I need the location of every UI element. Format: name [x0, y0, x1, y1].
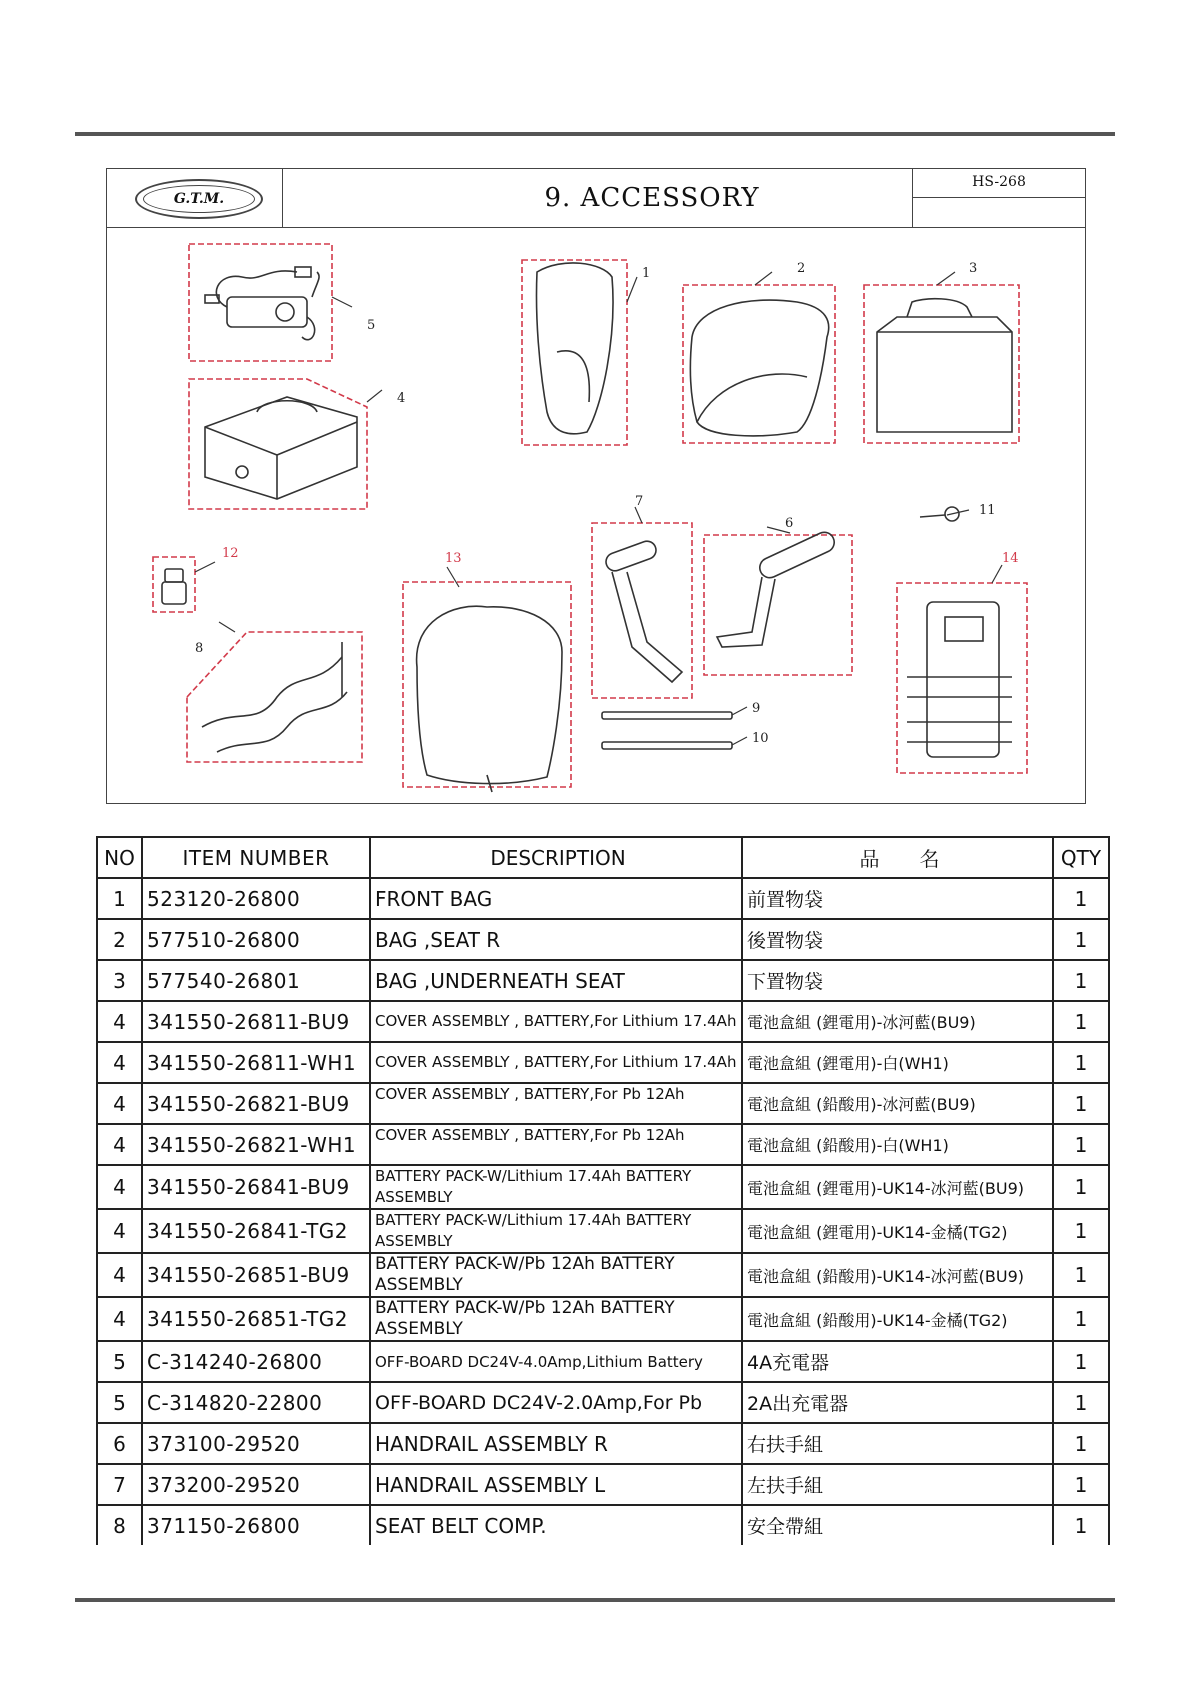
cell-qty: 1	[1053, 1382, 1109, 1423]
logo-text: G.T.M.	[143, 185, 255, 213]
table-row	[97, 1253, 1109, 1297]
front-bag	[536, 263, 612, 434]
parts-table	[96, 836, 1110, 1545]
cell-no: 5	[97, 1382, 142, 1423]
handrail-l-arm	[612, 572, 682, 682]
cell-item: 341550-26841-BU9	[142, 1165, 370, 1209]
battery-cover-body	[205, 397, 357, 499]
model-cell	[912, 169, 1085, 227]
rod-9	[602, 712, 732, 719]
cell-qty: 1	[1053, 1464, 1109, 1505]
cell-desc: BATTERY PACK-W/Lithium 17.4Ah BATTERY ASSEMBLY	[370, 1209, 742, 1253]
cell-qty: 1	[1053, 1083, 1109, 1124]
table-row	[97, 1001, 1109, 1042]
charger-body	[227, 297, 307, 327]
cell-no: 4	[97, 1042, 142, 1083]
cell-desc: BAG ,UNDERNEATH SEAT	[370, 960, 742, 1001]
cell-desc: FRONT BAG	[370, 878, 742, 919]
handrail-r-pad	[757, 529, 838, 581]
handrail-r-arm	[717, 577, 775, 647]
table-row	[97, 1423, 1109, 1464]
cell-desc: HANDRAIL ASSEMBLY R	[370, 1423, 742, 1464]
callout-8: 8	[195, 641, 204, 656]
cell-cn: 電池盒組 (鉛酸用)-白(WH1)	[742, 1124, 1053, 1165]
cell-cn: 後置物袋	[742, 919, 1053, 960]
cell-desc: COVER ASSEMBLY , BATTERY,For Pb 12Ah	[370, 1083, 742, 1124]
box-underseat-bag	[864, 285, 1019, 443]
cell-qty: 1	[1053, 919, 1109, 960]
cell-cn: 前置物袋	[742, 878, 1053, 919]
callout-4: 4	[397, 391, 406, 406]
part-12-cap	[162, 582, 186, 604]
box-handrail-l	[592, 523, 692, 698]
box-seat-belt	[187, 632, 362, 762]
cell-item: 341550-26851-BU9	[142, 1253, 370, 1297]
cell-desc: BATTERY PACK-W/Pb 12Ah BATTERY ASSEMBLY	[370, 1297, 742, 1341]
handrail-l-pad	[603, 539, 658, 574]
cell-qty: 1	[1053, 1341, 1109, 1382]
cell-qty: 1	[1053, 1001, 1109, 1042]
cell-item: 341550-26811-WH1	[142, 1042, 370, 1083]
table-row	[97, 960, 1109, 1001]
table-header-row	[97, 837, 1109, 878]
box-seat-bag	[683, 285, 835, 443]
box-cover-13	[403, 582, 571, 787]
table-row	[97, 1083, 1109, 1124]
cell-item: C-314240-26800	[142, 1341, 370, 1382]
cell-cn: 電池盒組 (鋰電用)-UK14-冰河藍(BU9)	[742, 1165, 1053, 1209]
cell-desc: OFF-BOARD DC24V-2.0Amp,For Pb	[370, 1382, 742, 1423]
cell-desc: COVER ASSEMBLY , BATTERY,For Lithium 17.4Ah	[370, 1001, 742, 1042]
cell-no: 4	[97, 1083, 142, 1124]
callout-6: 6	[785, 516, 794, 531]
cell-item: 341550-26851-TG2	[142, 1297, 370, 1341]
callout-2: 2	[797, 261, 806, 276]
cell-qty: 1	[1053, 1209, 1109, 1253]
cell-item: 373200-29520	[142, 1464, 370, 1505]
charger-cable	[216, 271, 297, 307]
rod-10	[602, 742, 732, 749]
cell-desc: SEAT BELT COMP.	[370, 1505, 742, 1545]
charger-fan	[276, 303, 294, 321]
table-row	[97, 1341, 1109, 1382]
underseat-bag	[877, 317, 1012, 432]
bottom-rule	[75, 1598, 1115, 1602]
table-row	[97, 1464, 1109, 1505]
table-row	[97, 919, 1109, 960]
cell-desc: HANDRAIL ASSEMBLY L	[370, 1464, 742, 1505]
cell-item: 341550-26821-WH1	[142, 1124, 370, 1165]
top-rule	[75, 132, 1115, 136]
cell-no: 8	[97, 1505, 142, 1545]
table-row	[97, 1505, 1109, 1545]
cell-cn: 電池盒組 (鋰電用)-冰河藍(BU9)	[742, 1001, 1053, 1042]
gtm-logo	[135, 179, 263, 219]
cell-desc: BAG ,SEAT R	[370, 919, 742, 960]
table-row	[97, 1297, 1109, 1341]
cell-desc: BATTERY PACK-W/Lithium 17.4Ah BATTERY ASSEMBLY	[370, 1165, 742, 1209]
header-description: DESCRIPTION	[370, 837, 742, 878]
header-chinese-name: 品 名	[742, 837, 1053, 878]
diagram-title: 9. ACCESSORY	[544, 183, 760, 213]
cell-qty: 1	[1053, 878, 1109, 919]
cell-item: 577510-26800	[142, 919, 370, 960]
cell-desc: COVER ASSEMBLY , BATTERY,For Pb 12Ah	[370, 1124, 742, 1165]
cell-item: 341550-26841-TG2	[142, 1209, 370, 1253]
cell-no: 2	[97, 919, 142, 960]
cell-no: 1	[97, 878, 142, 919]
table-row	[97, 1042, 1109, 1083]
header-item-number: ITEM NUMBER	[142, 837, 370, 878]
cell-cn: 4A充電器	[742, 1341, 1053, 1382]
parts-drawing	[107, 227, 1084, 802]
table-row	[97, 878, 1109, 919]
cell-qty: 1	[1053, 1297, 1109, 1341]
battery-pack-straps	[907, 677, 1012, 742]
cell-desc: COVER ASSEMBLY , BATTERY,For Lithium 17.4Ah	[370, 1042, 742, 1083]
cell-no: 4	[97, 1209, 142, 1253]
cell-no: 7	[97, 1464, 142, 1505]
callout-5: 5	[367, 318, 376, 333]
cell-item: 371150-26800	[142, 1505, 370, 1545]
table-row	[97, 1209, 1109, 1253]
cell-qty: 1	[1053, 1423, 1109, 1464]
callout-3: 3	[969, 261, 978, 276]
key-shaft	[920, 515, 945, 517]
cell-item: 373100-29520	[142, 1423, 370, 1464]
cell-desc: BATTERY PACK-W/Pb 12Ah BATTERY ASSEMBLY	[370, 1253, 742, 1297]
table-row	[97, 1124, 1109, 1165]
cell-no: 4	[97, 1297, 142, 1341]
cell-cn: 下置物袋	[742, 960, 1053, 1001]
accessory-diagram	[106, 168, 1086, 804]
callout-11: 11	[979, 503, 996, 518]
cell-desc: OFF-BOARD DC24V-4.0Amp,Lithium Battery	[370, 1341, 742, 1382]
seat-belt-strap-2	[217, 692, 347, 752]
cell-item: 577540-26801	[142, 960, 370, 1001]
battery-pack	[927, 602, 999, 757]
cell-cn: 安全帶組	[742, 1505, 1053, 1545]
cell-cn: 左扶手組	[742, 1464, 1053, 1505]
cell-cn: 電池盒組 (鉛酸用)-冰河藍(BU9)	[742, 1083, 1053, 1124]
model-code: HS-268	[972, 174, 1026, 190]
cell-qty: 1	[1053, 1124, 1109, 1165]
cell-item: 341550-26821-BU9	[142, 1083, 370, 1124]
cell-qty: 1	[1053, 1253, 1109, 1297]
table-row	[97, 1165, 1109, 1209]
cell-no: 3	[97, 960, 142, 1001]
callout-13: 13	[445, 551, 462, 566]
diagram-header	[107, 169, 1085, 228]
cell-no: 4	[97, 1124, 142, 1165]
cell-item: 341550-26811-BU9	[142, 1001, 370, 1042]
cell-cn: 右扶手組	[742, 1423, 1053, 1464]
callout-7: 7	[635, 494, 644, 509]
callout-12: 12	[222, 546, 239, 561]
cover-13	[417, 606, 562, 783]
box-battery-cover	[189, 379, 367, 509]
logo-cell	[107, 169, 283, 227]
box-battery-pack	[897, 583, 1027, 773]
callout-1: 1	[642, 266, 651, 281]
cell-item: 523120-26800	[142, 878, 370, 919]
callout-9: 9	[752, 701, 761, 716]
header-qty: QTY	[1053, 837, 1109, 878]
cell-qty: 1	[1053, 1042, 1109, 1083]
cell-cn: 2A出充電器	[742, 1382, 1053, 1423]
cell-no: 4	[97, 1165, 142, 1209]
cell-no: 5	[97, 1341, 142, 1382]
seat-bag	[690, 300, 828, 436]
cell-no: 4	[97, 1253, 142, 1297]
cell-no: 6	[97, 1423, 142, 1464]
cell-no: 4	[97, 1001, 142, 1042]
cell-item: C-314820-22800	[142, 1382, 370, 1423]
table-row	[97, 1382, 1109, 1423]
cell-cn: 電池盒組 (鋰電用)-白(WH1)	[742, 1042, 1053, 1083]
seat-belt-strap-1	[202, 657, 342, 727]
cell-cn: 電池盒組 (鉛酸用)-UK14-金橘(TG2)	[742, 1297, 1053, 1341]
callout-10: 10	[752, 731, 769, 746]
header-no: NO	[97, 837, 142, 878]
cell-cn: 電池盒組 (鉛酸用)-UK14-冰河藍(BU9)	[742, 1253, 1053, 1297]
callout-14: 14	[1002, 551, 1019, 566]
cell-cn: 電池盒組 (鋰電用)-UK14-金橘(TG2)	[742, 1209, 1053, 1253]
cell-qty: 1	[1053, 960, 1109, 1001]
cell-qty: 1	[1053, 1505, 1109, 1545]
box-handrail-r	[704, 535, 852, 675]
cell-qty: 1	[1053, 1165, 1109, 1209]
